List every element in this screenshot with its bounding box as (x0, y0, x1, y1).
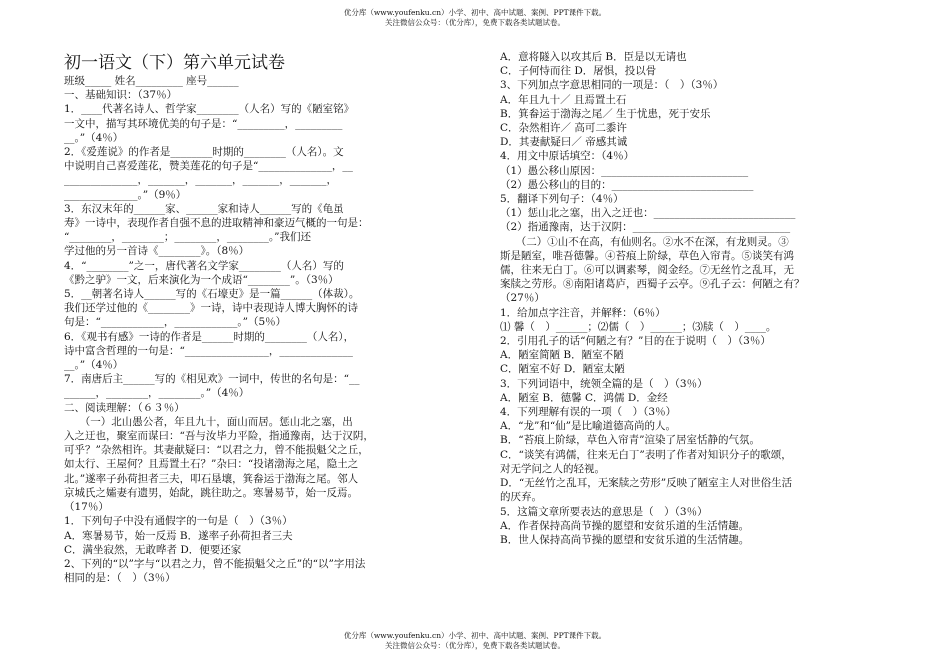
text-line: ______________。”（9％） (64, 188, 187, 201)
answer-line: （1）惩山北之塞，出入之迂也：___________________________ (500, 207, 796, 220)
left-column (64, 50, 460, 585)
text-line: 7．南唐后主______写的《相见欢》一词中，传世的名句是：“__ (64, 373, 360, 386)
passage-line: （一）北山愚公者，年且九十，面山而居。惩山北之塞，出 (64, 415, 353, 428)
footer-line-1: 优分库（www.youfenku.cn）小学、初中、高中试题、案例、PPT课件下载。 (343, 631, 607, 640)
question-line: 2．引用孔子的话“何陋之有？”目的在于说明（ ）（3％） (500, 335, 771, 348)
text-line: 6．《观书有感》一诗的作者是______时期的________（人名）， (64, 330, 355, 343)
text-line: 中说明自己喜爱莲花，赞美莲花的句子是“______________，__ (64, 160, 353, 173)
text-line: 学过他的另一首诗《________》。（8％） (64, 245, 250, 258)
text-line: 诗中富含哲理的一句是：“________________，______________ (64, 344, 353, 357)
footer-line-2: 关注微信公众号：（优分库），免费下载各类试题试卷。 (385, 641, 565, 650)
passage-line: 入之迂也，聚室而谋曰：“吾与汝毕力平险，指通豫南，达于汉阴， (64, 430, 374, 443)
answer-line: （2）愚公移山的目的：___________________________ (500, 178, 754, 191)
option-line: A．陋室简陋 B．陋室不陋 (500, 349, 624, 362)
option-line: A．寒暑易节，始一反焉 B．遂率子孙荷担者三夫 (64, 529, 293, 542)
header-line-1: 优分库（www.youfenku.cn）小学、初中、高中试题、案例、PPT课件下载。 (343, 8, 607, 17)
text-line: （17％） (64, 501, 109, 514)
question-line: 3、下列加点字意思相同的一项是：（ ）（3％） (500, 79, 724, 92)
passage-line: 可乎？”杂然相许。其妻献疑曰：“以君之力，曾不能损魁父之丘， (64, 444, 369, 457)
question-line: 5．这篇文章所要表达的意思是（ ）（3％） (500, 505, 708, 518)
option-line: 的厌弃。 (500, 491, 542, 504)
text-line: ______________，_______，_______，_______，_______， (64, 174, 337, 187)
answer-line: （2）指通豫南，达于汉阴：______________________________ (500, 221, 791, 234)
question-line: 相同的是：（ ）（3％） (64, 572, 176, 585)
passage-line: 京城氏之孀妻有遗男，始龀，跳往助之。寒暑易节，始一反焉。 (64, 486, 358, 499)
option-line: B．箕畚运于渤海之尾／ 生于忧患，死于安乐 (500, 107, 711, 120)
option-line: C．子何恃而往 D．屠惧，投以骨 (500, 65, 657, 78)
question-line: 1．下列句子中没有通假字的一句是（ ）（3％） (64, 515, 293, 528)
option-line: B．世人保持高尚节操的愿望和安贫乐道的生活情趣。 (500, 533, 750, 546)
passage-line: （二）①山不在高，有仙则名。②水不在深，有龙则灵。③ (500, 235, 789, 248)
page-footer (0, 631, 950, 651)
question-line: 5．翻译下列句子：（4％） (500, 193, 624, 206)
option-line: 对无学问之人的轻视。 (500, 462, 605, 475)
text-line: 2．《爱莲说》的作者是________时期的________（人名）。文 (64, 146, 344, 159)
option-line: C．杂然相许／ 高可二黍许 (500, 122, 627, 135)
text-line: 一文中，描写其环境优美的句子是：“_________，_________ (64, 117, 343, 130)
option-line: C．“谈笑有鸿儒，往来无白丁”表明了作者对知识分子的歌颂， (500, 448, 792, 461)
exam-title: 初一语文（下）第六单元试卷 (64, 53, 285, 73)
class-info-line: 班级_____ 姓名_________ 座号______ (64, 75, 239, 87)
text-line: “________，________；________，________。”我们还 (64, 231, 311, 244)
option-line: A．陋室 B．德馨 C．鸿儒 D．金经 (500, 391, 668, 404)
text-line: ______，________，________。”（4％） (64, 387, 250, 400)
answer-line: ⑴ 馨（ ）______；⑵儒（ ）______；⑶牍（ ）____。 (500, 320, 777, 333)
question-line: 2、下列的“以”字与“以君之力，曾不能损魁父之丘”的“以”字用法 (64, 557, 366, 570)
left-body (64, 74, 460, 585)
page-header (0, 8, 950, 28)
passage-line: 北。”遂率子孙荷担者三夫，叩石垦壤，箕畚运于渤海之尾。邻人 (64, 472, 359, 485)
text-line: 句是：“____________，____________。”（5％） (64, 316, 287, 329)
text-line: 3．东汉末年的______家、______家和诗人______写的《龟虽 (64, 202, 344, 215)
option-line: C．陋室不好 D．陋室太陋 (500, 363, 625, 376)
text-line: 寿》一诗中，表现作者自强不息的进取精神和豪迈气概的一句是： (64, 217, 369, 230)
question-line: 4．用文中原话填空：（4％） (500, 150, 635, 163)
option-line: A．作者保持高尚节操的愿望和安贫乐道的生活情趣。 (500, 519, 750, 532)
text-line: 《黔之驴》一文，后来演化为一个成语“________”。（3％） (64, 273, 339, 286)
text-line: 4．“________”之一，唐代著名文学家________（人名）写的 (64, 259, 344, 272)
right-column (500, 50, 892, 547)
option-line: B．“苔痕上阶绿，草色入帘青”渲染了居室恬静的气氛。 (500, 434, 760, 447)
text-line: 我们还学过他的《________》一诗，诗中表现诗人博大胸怀的诗 (64, 302, 358, 315)
option-line: A．年且九十／ 且焉置土石 (500, 93, 627, 106)
text-line: （27％） (500, 292, 545, 305)
answer-line: （1）愚公移山原因：____________________________ (500, 164, 749, 177)
question-line: 3．下列词语中，统领全篇的是（ ）（3％） (500, 377, 708, 390)
section-heading: 二、阅读理解：（６３％） (64, 401, 185, 414)
text-line: 1．____代著名诗人、哲学家________（人名）写的《陋室铭》 (64, 103, 355, 116)
option-line: A．意将隧入以攻其后 B．臣是以无请也 (500, 51, 687, 63)
option-line: A．“龙”和“仙”是比喻道德高尚的人。 (500, 420, 677, 433)
text-line: 5．__朝著名诗人______写的《石壕吏》是一篇______（体裁）。 (64, 288, 360, 301)
section-heading: 一、基础知识：（37％） (64, 89, 178, 102)
passage-line: 案牍之劳形。⑧南阳诸葛庐，西蜀子云亭。⑨孔子云：何陋之有？ (500, 278, 805, 291)
question-line: 1．给加点字注音，并解释：（6％） (500, 306, 666, 319)
passage-line: 如太行、王屋何？且焉置土石？”杂曰：“投诸渤海之尾，隐土之 (64, 458, 359, 471)
header-line-2: 关注微信公众号：（优分库），免费下载各类试题试卷。 (385, 18, 565, 27)
option-line: C．满坐寂然，无敢哗者 D．便要还家 (64, 543, 242, 556)
question-line: 4．下列理解有误的一项（ ）（3％） (500, 406, 677, 419)
passage-line: 儒，往来无白丁。⑥可以调素琴，阅金经。⑦无丝竹之乱耳，无 (500, 264, 794, 277)
option-line: D．其妻献疑曰／ 帝感其诚 (500, 136, 628, 149)
option-line: D．“无丝竹之乱耳，无案牍之劳形”反映了陋室主人对世俗生活 (500, 477, 793, 490)
text-line: __。”（4％） (64, 131, 124, 144)
text-line: __。”（4％） (64, 359, 124, 372)
passage-line: 斯是陋室，唯吾德馨。④苔痕上阶绿，草色入帘青。⑤谈笑有鸿 (500, 249, 794, 262)
